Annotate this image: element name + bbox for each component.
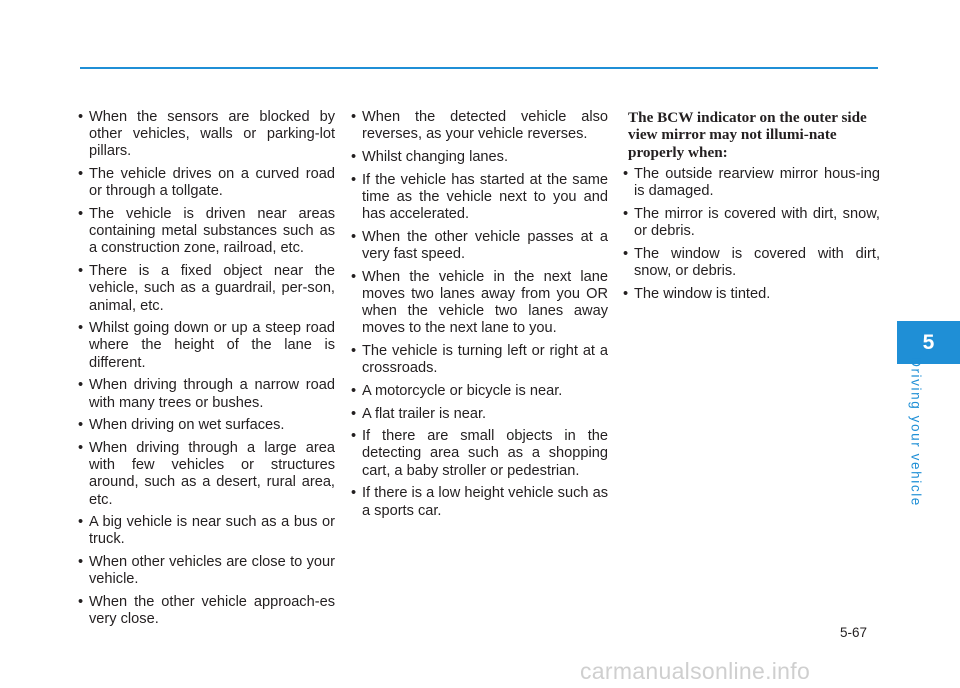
chapter-title: Driving your vehicle [908, 357, 924, 507]
list-item: • Whilst going down or up a steep road where the height of the lane is different. [67, 320, 335, 372]
list-item: • If the vehicle has started at the same time as the vehicle next to you and has accelerated. [340, 172, 608, 224]
list-item: • There is a fixed object near the vehicle, such as a guardrail, per-son, animal, etc. [67, 263, 335, 315]
list-item: • If there is a low height vehicle such as a sports car. [340, 485, 608, 519]
list-item: • The vehicle drives on a curved road or through a tollgate. [67, 166, 335, 200]
list-item: • When driving through a large area with few vehicles or structures around, such as a desert, rural area, etc. [67, 440, 335, 509]
column-middle [340, 109, 608, 525]
list-item: • The window is covered with dirt, snow, or debris. [612, 246, 880, 280]
list-item: • Whilst changing lanes. [340, 149, 608, 166]
list-item: • When driving on wet surfaces. [67, 417, 335, 434]
column-right [612, 109, 880, 309]
list-item: • When the other vehicle approach-es very close. [67, 594, 335, 628]
list-item: • When the sensors are blocked by other vehicles, walls or parking-lot pillars. [67, 109, 335, 161]
list-item: • If there are small objects in the detecting area such as a shopping cart, a baby stroller or pedestrian. [340, 428, 608, 480]
list-item: • When driving through a narrow road with many trees or bushes. [67, 377, 335, 411]
chapter-number-tab: 5 [897, 321, 960, 364]
list-item: • The vehicle is turning left or right at a crossroads. [340, 343, 608, 377]
list-item: • When the vehicle in the next lane moves two lanes away from you OR when the vehicle two lanes away moves to the next lane to you. [340, 269, 608, 338]
list-item: • The mirror is covered with dirt, snow, or debris. [612, 206, 880, 240]
page-number: 5-67 [840, 625, 868, 640]
list-item: • When the detected vehicle also reverses, as your vehicle reverses. [340, 109, 608, 143]
bullet-list [612, 166, 880, 303]
list-item: • The outside rearview mirror hous-ing is damaged. [612, 166, 880, 200]
header-rule [80, 67, 878, 69]
column-left [67, 109, 335, 634]
list-item: • A big vehicle is near such as a bus or truck. [67, 514, 335, 548]
list-item: • When other vehicles are close to your vehicle. [67, 554, 335, 588]
list-item: • When the other vehicle passes at a very fast speed. [340, 229, 608, 263]
bullet-list [340, 109, 608, 520]
list-item: • A motorcycle or bicycle is near. [340, 383, 608, 400]
list-item: • The vehicle is driven near areas containing metal substances such as a construction zone, railroad, etc. [67, 206, 335, 258]
section-heading: The BCW indicator on the outer side view mirror may not illumi-nate properly when: [628, 109, 867, 161]
bullet-list [67, 109, 335, 628]
list-item: • A flat trailer is near. [340, 406, 608, 423]
list-item: • The window is tinted. [612, 286, 880, 303]
watermark: carmanualsonline.info [580, 658, 811, 684]
